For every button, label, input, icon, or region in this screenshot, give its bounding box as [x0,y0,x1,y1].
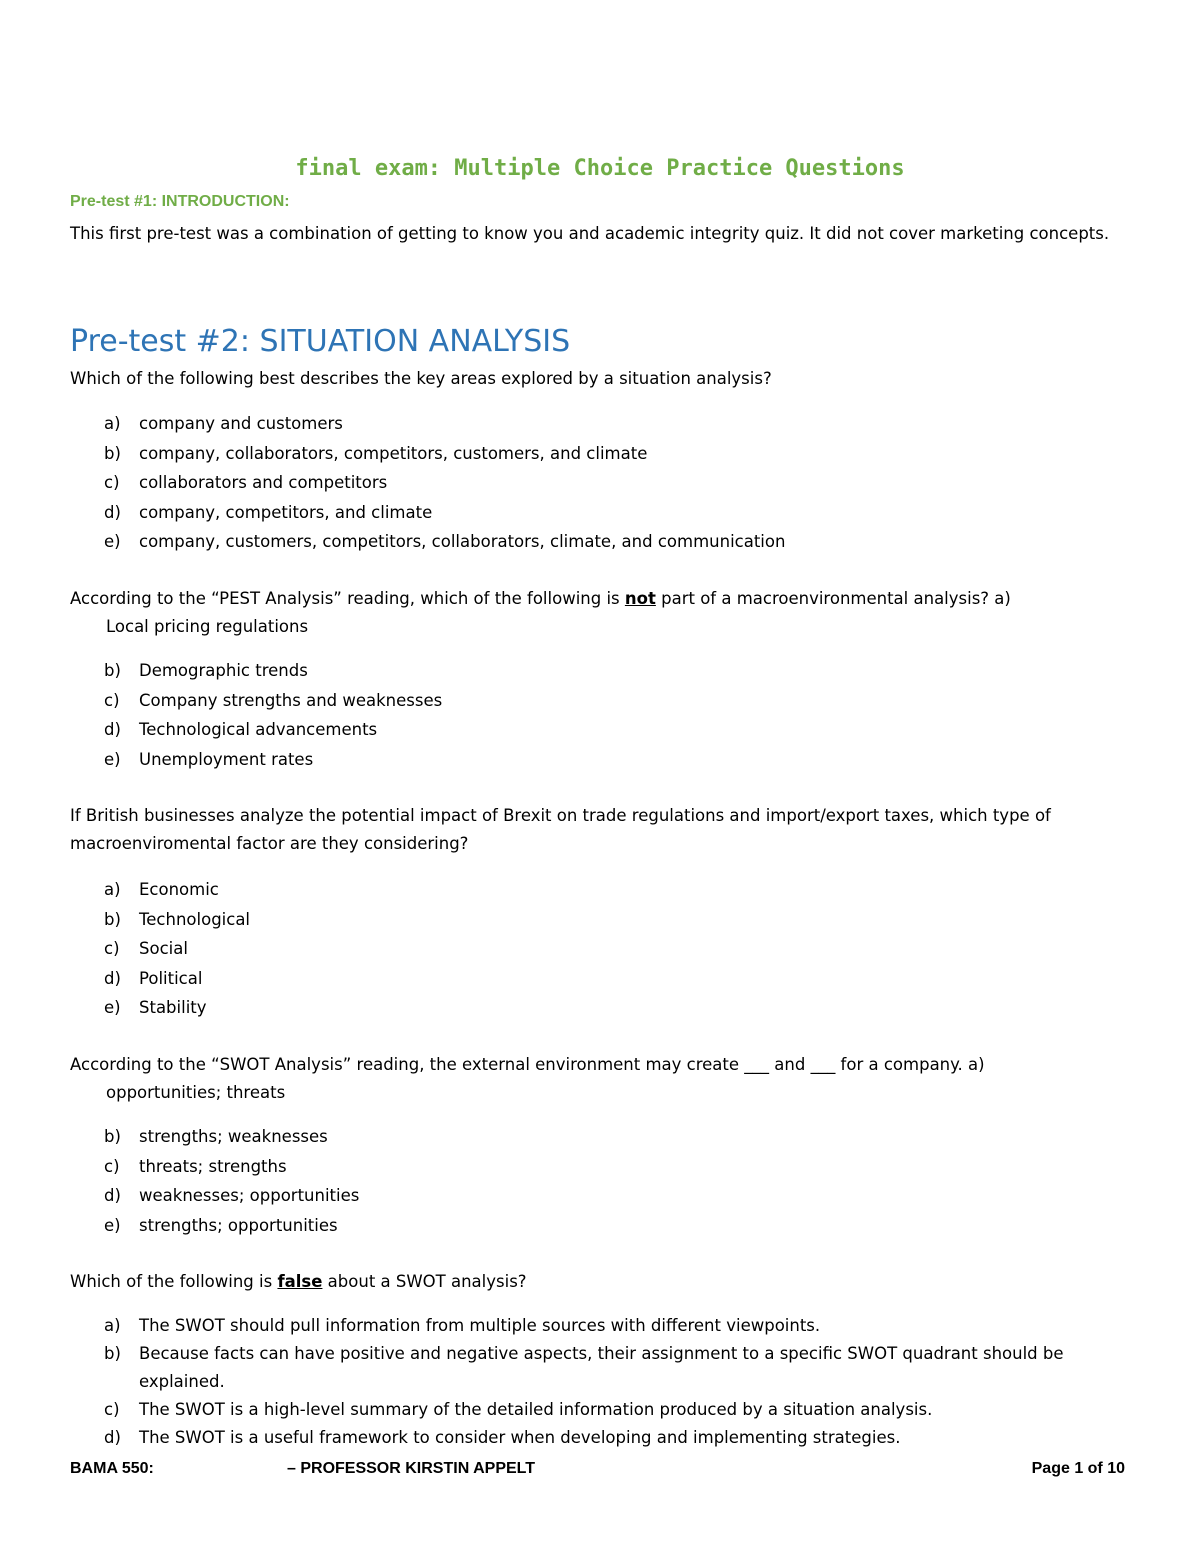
question-3-options [104,875,1134,1023]
option: d) The SWOT is a useful framework to consider when developing and implementing strategies. [104,1428,901,1447]
option: e) company, customers, competitors, collaborators, climate, and communication [104,532,786,551]
footer-page-number: Page 1 of 10 [1031,1460,1125,1477]
option: b) Technological [104,909,251,929]
question-2: According to the “PEST Analysis” reading, which of the following is not part of a macroenvironmental analysis? a) Local pricing regulations [70,585,1130,641]
question-3 [70,802,1130,858]
emphasis-false: false [277,1272,323,1291]
pretest1-text: This first pre-test was a combination of getting to know you and academic integrity quiz. It did not cover marketing concepts. [70,224,1110,243]
option: b) strengths; weaknesses [104,1127,328,1146]
option: c) Company strengths and weaknesses [104,690,443,710]
option: c) Social [104,939,188,958]
option: e) Unemployment rates [104,749,314,769]
option: c) threats; strengths [104,1156,287,1176]
option: b) Demographic trends [104,661,308,680]
option: e) Stability [104,998,207,1017]
page-footer [70,1460,1125,1482]
question-continuation: opportunities; threats [106,1083,286,1102]
page-title: final exam: Multiple Choice Practice Questions [295,156,905,181]
option: a) Economic [104,880,219,899]
option: a) company and customers [104,414,343,433]
question-1-options [104,409,1134,557]
question-5: Which of the following is false about a SWOT analysis? [70,1272,527,1291]
question-text: According to the “SWOT Analysis” reading, the external environment may create ___ and ___ for a company. a) [70,1055,985,1074]
option: d) company, competitors, and climate [104,502,433,522]
option: d) Political [104,968,203,988]
question-2-options [104,656,1134,774]
question-text: Which of the following best describes the key areas explored by a situation analysis? [70,369,772,388]
emphasis-not: not [624,589,656,608]
question-4-options [104,1122,1134,1240]
option: c) collaborators and competitors [104,473,388,492]
option: e) strengths; opportunities [104,1215,338,1235]
pretest2-heading: Pre-test #2: SITUATION ANALYSIS [70,324,571,359]
question-5-options [104,1312,1134,1452]
footer-professor: – PROFESSOR KIRSTIN APPELT [287,1460,536,1477]
pretest1-heading: Pre-test #1: INTRODUCTION: [70,193,290,210]
option: d) weaknesses; opportunities [104,1186,360,1205]
question-1 [70,365,1130,393]
option: d) Technological advancements [104,720,378,739]
footer-course: BAMA 550: [70,1460,154,1477]
question-continuation: Local pricing regulations [106,617,309,636]
option: a) The SWOT should pull information from multiple sources with different viewpoints. [104,1316,821,1335]
question-text: If British businesses analyze the potential impact of Brexit on trade regulations and import/export taxes, which type of macroenviromental factor are they considering? [70,806,1051,853]
option: b) Because facts can have positive and negative aspects, their assignment to a specific SWOT quadrant should be explained. [104,1344,1064,1391]
question-4 [70,1051,1130,1107]
option: c) The SWOT is a high-level summary of the detailed information produced by a situation analysis. [104,1400,933,1419]
option: b) company, collaborators, competitors, customers, and climate [104,443,648,463]
